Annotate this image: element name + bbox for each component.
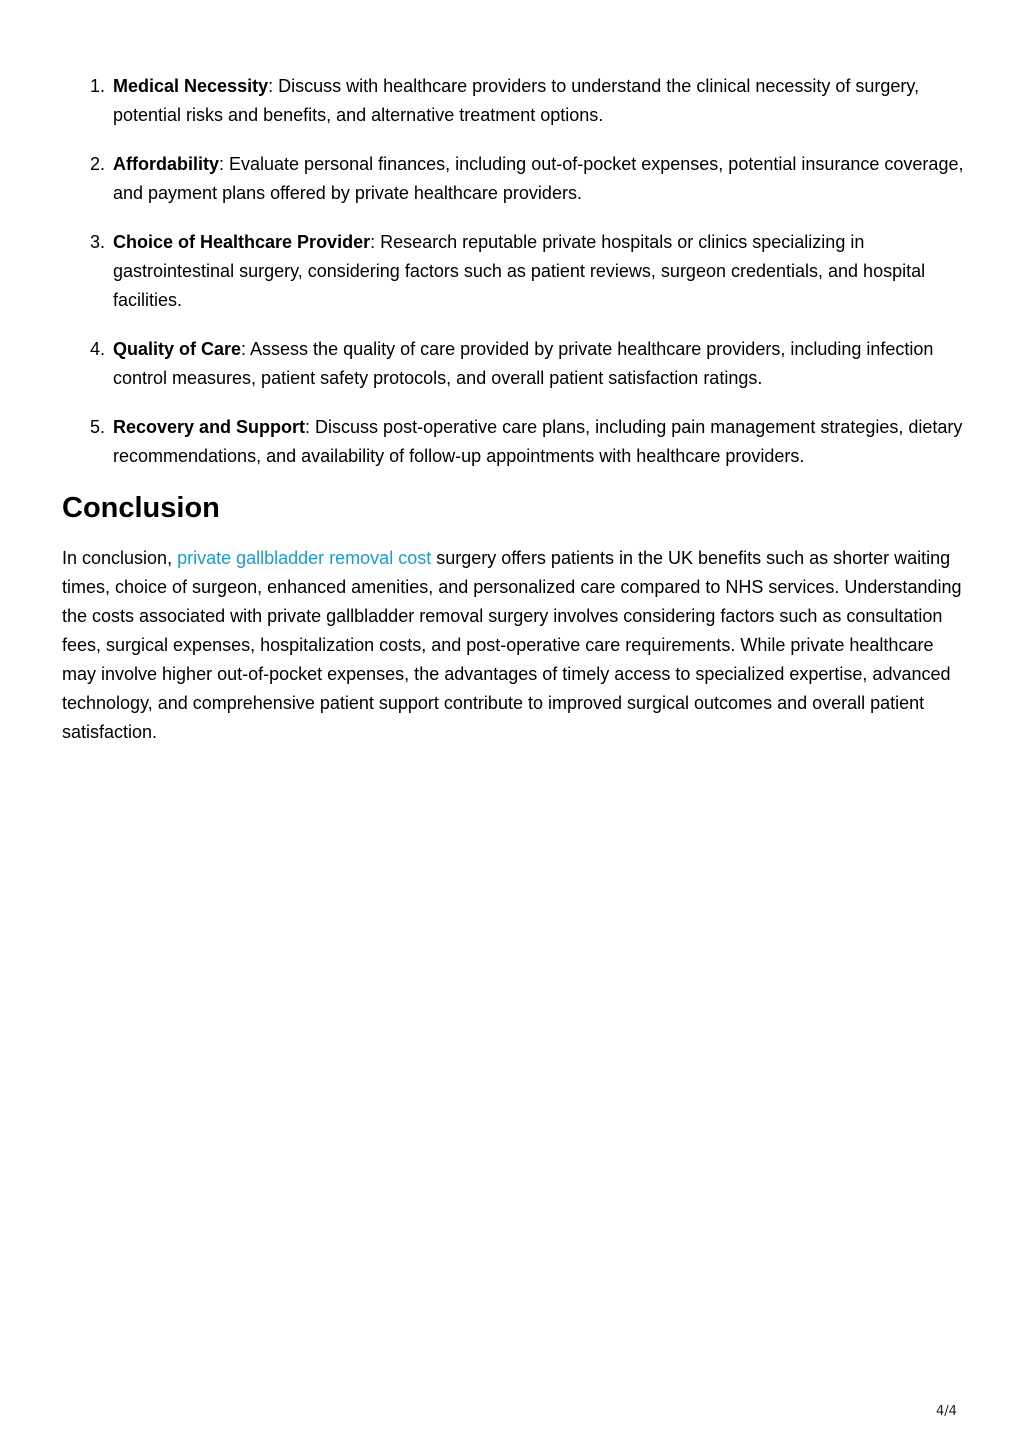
list-item-choice-of-provider	[62, 228, 967, 315]
list-item-number: 3.	[90, 232, 106, 252]
considerations-list	[62, 72, 967, 471]
list-item-number: 4.	[90, 339, 106, 359]
list-item-number: 1.	[90, 76, 106, 96]
list-item-text: : Discuss with healthcare providers to understand the clinical necessity of surgery, potential risks and benefits, and alternative treatment options.	[113, 76, 920, 125]
list-item-term: Choice of Healthcare Provider	[113, 232, 371, 252]
list-item-term: Medical Necessity	[113, 76, 269, 96]
list-item-text: : Assess the quality of care provided by private healthcare providers, including infection control measures, patient safety protocols, and overall patient satisfaction ratings.	[113, 339, 934, 388]
page-number: 4/4	[936, 1404, 957, 1419]
list-item-term: Recovery and Support	[113, 417, 306, 437]
list-item-text: : Discuss post-operative care plans, including pain management strategies, dietary recommendations, and availability of follow-up appointments with healthcare providers.	[113, 417, 963, 466]
document-page	[62, 72, 967, 747]
conclusion-body: surgery offers patients in the UK benefits such as shorter waiting times, choice of surgeon, enhanced amenities, and personalized care compared to NHS services. Understanding the costs associated with private gallbladder removal surgery involves considering factors such as consultation fees, surgical expenses, hospitalization costs, and post-operative care requirements. While private healthcare may involve higher out-of-pocket expenses, the advantages of timely access to specialized expertise, advanced technology, and comprehensive patient support contribute to improved surgical outcomes and overall patient satisfaction.	[62, 548, 962, 742]
list-item-text: : Research reputable private hospitals or clinics specializing in gastrointestinal surgery, considering factors such as patient reviews, surgeon credentials, and hospital facilities.	[113, 232, 926, 310]
list-item-number: 2.	[90, 154, 106, 174]
list-item-quality-of-care	[62, 335, 967, 393]
list-item-medical-necessity	[62, 72, 967, 130]
gallbladder-cost-link[interactable]: private gallbladder removal cost	[177, 548, 432, 568]
conclusion-paragraph	[62, 544, 967, 747]
list-item-number: 5.	[90, 417, 106, 437]
list-item-text: : Evaluate personal finances, including out-of-pocket expenses, potential insurance coverage, and payment plans offered by private healthcare providers.	[113, 154, 964, 203]
list-item-term: Quality of Care	[113, 339, 242, 359]
conclusion-intro: In conclusion,	[62, 548, 178, 568]
list-item-term: Affordability	[113, 154, 219, 174]
list-item-recovery-and-support	[62, 413, 967, 471]
conclusion-heading: Conclusion	[62, 492, 220, 524]
list-item-affordability	[62, 150, 967, 208]
